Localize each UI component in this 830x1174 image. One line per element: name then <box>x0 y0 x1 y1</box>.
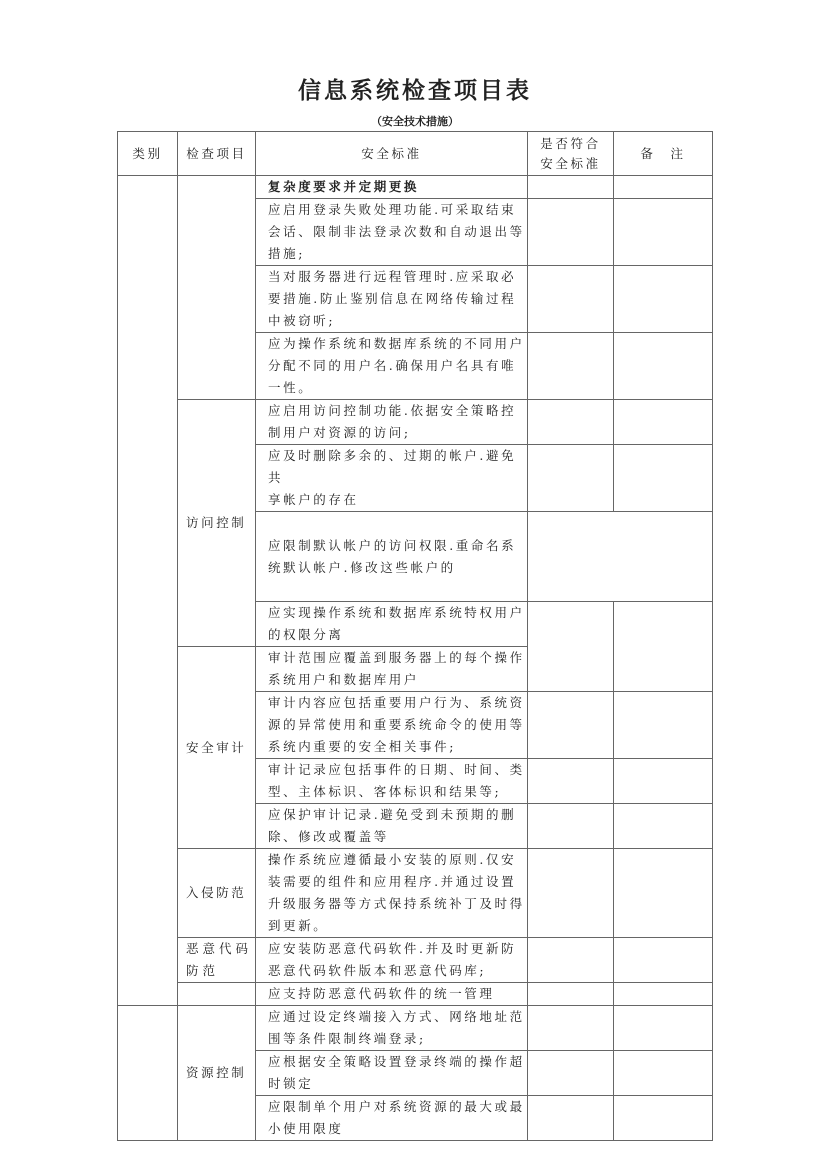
standard-cell: 应通过设定终端接入方式、网络地址范 围等条件限制终端登录; <box>256 1006 528 1051</box>
compliant-cell[interactable] <box>528 602 614 692</box>
item-security-audit: 安全审计 <box>178 647 256 849</box>
remark-cell[interactable] <box>614 759 713 804</box>
inspection-table <box>117 131 713 1141</box>
item-cell <box>178 983 256 1006</box>
standard-cell: 应支持防恶意代码软件的统一管理 <box>256 983 528 1006</box>
item-cell <box>178 176 256 400</box>
compliant-cell[interactable] <box>528 400 614 445</box>
standard-cell: 应为操作系统和数据库系统的不同用户 分配不同的用户名.确保用户名具有唯 一性。 <box>256 333 528 400</box>
remark-cell[interactable] <box>614 983 713 1006</box>
compliant-cell[interactable] <box>528 1006 614 1051</box>
compliant-cell[interactable] <box>528 333 614 400</box>
page-title: 信息系统检查项目表 <box>298 77 532 104</box>
standard-cell: 操作系统应遵循最小安装的原则.仅安 装需要的组件和应用程序.并通过设置 升级服务器等方式保持系统补丁及时得 到更新。 <box>256 849 528 938</box>
remark-cell[interactable] <box>614 1006 713 1051</box>
standard-cell: 审计范围应覆盖到服务器上的每个操作 系统用户和数据库用户 <box>256 647 528 692</box>
table-row <box>118 1006 713 1051</box>
standard-cell: 应根据安全策略设置登录终端的操作超 时锁定 <box>256 1051 528 1096</box>
table-row <box>118 176 713 199</box>
compliant-cell[interactable] <box>528 199 614 266</box>
table-row <box>118 849 713 938</box>
standard-cell: 应及时删除多余的、过期的帐户.避免共 享帐户的存在 <box>256 445 528 512</box>
remark-cell[interactable] <box>614 1096 713 1141</box>
page-subtitle: （安全技术措施） <box>371 115 459 128</box>
remark-cell[interactable] <box>614 445 713 512</box>
header-compliant: 是否符合 安全标准 <box>528 132 614 176</box>
standard-cell: 应限制单个用户对系统资源的最大或最 小使用限度 <box>256 1096 528 1141</box>
remark-cell[interactable] <box>614 333 713 400</box>
remark-cell[interactable] <box>614 266 713 333</box>
standard-cell: 审计内容应包括重要用户行为、系统资 源的异常使用和重要系统命令的使用等 系统内重要的安全相关事件; <box>256 692 528 759</box>
table-row <box>118 983 713 1006</box>
remark-cell[interactable] <box>614 400 713 445</box>
standard-cell: 审计记录应包括事件的日期、时间、类 型、主体标识、客体标识和结果等; <box>256 759 528 804</box>
category-cell <box>118 1006 178 1141</box>
header-row <box>118 132 713 176</box>
standard-cell: 应保护审计记录.避免受到未预期的删 除、修改或覆盖等 <box>256 804 528 849</box>
compliant-cell[interactable] <box>528 938 614 983</box>
remark-cell[interactable] <box>614 176 713 199</box>
item-resource-control: 资源控制 <box>178 1006 256 1141</box>
standard-cell: 当对服务器进行远程管理时.应采取必 要措施.防止鉴别信息在网络传输过程 中被窃听; <box>256 266 528 333</box>
item-access-control: 访问控制 <box>178 400 256 647</box>
standard-cell: 应启用登录失败处理功能.可采取结束 会话、限制非法登录次数和自动退出等 措施; <box>256 199 528 266</box>
item-intrusion-prevention: 入侵防范 <box>178 849 256 938</box>
remark-cell[interactable] <box>614 199 713 266</box>
compliant-cell[interactable] <box>528 1051 614 1096</box>
standard-cell: 应实现操作系统和数据库系统特权用户 的权限分离 <box>256 602 528 647</box>
compliant-cell[interactable] <box>528 1096 614 1141</box>
merged-compliant-remark-cell[interactable] <box>528 512 713 602</box>
compliant-cell[interactable] <box>528 804 614 849</box>
header-remark: 备 注 <box>614 132 713 176</box>
item-malware-prevention: 恶意代码 防范 <box>178 938 256 983</box>
standard-cell: 复杂度要求并定期更换 <box>256 176 528 199</box>
compliant-cell[interactable] <box>528 445 614 512</box>
header-item: 检查项目 <box>178 132 256 176</box>
table-row <box>118 400 713 445</box>
header-standard: 安全标准 <box>256 132 528 176</box>
remark-cell[interactable] <box>614 602 713 692</box>
remark-cell[interactable] <box>614 692 713 759</box>
remark-cell[interactable] <box>614 849 713 938</box>
table-row <box>118 938 713 983</box>
compliant-cell[interactable] <box>528 849 614 938</box>
compliant-cell[interactable] <box>528 692 614 759</box>
compliant-cell[interactable] <box>528 176 614 199</box>
compliant-cell[interactable] <box>528 759 614 804</box>
remark-cell[interactable] <box>614 938 713 983</box>
remark-cell[interactable] <box>614 1051 713 1096</box>
compliant-cell[interactable] <box>528 266 614 333</box>
standard-cell: 应启用访问控制功能.依据安全策略控 制用户对资源的访问; <box>256 400 528 445</box>
standard-cell: 应安装防恶意代码软件.并及时更新防 恶意代码软件版本和恶意代码库; <box>256 938 528 983</box>
category-cell <box>118 176 178 1006</box>
header-category: 类别 <box>118 132 178 176</box>
remark-cell[interactable] <box>614 804 713 849</box>
compliant-cell[interactable] <box>528 983 614 1006</box>
standard-cell: 应限制默认帐户的访问权限.重命名系 统默认帐户.修改这些帐户的 <box>256 512 528 602</box>
